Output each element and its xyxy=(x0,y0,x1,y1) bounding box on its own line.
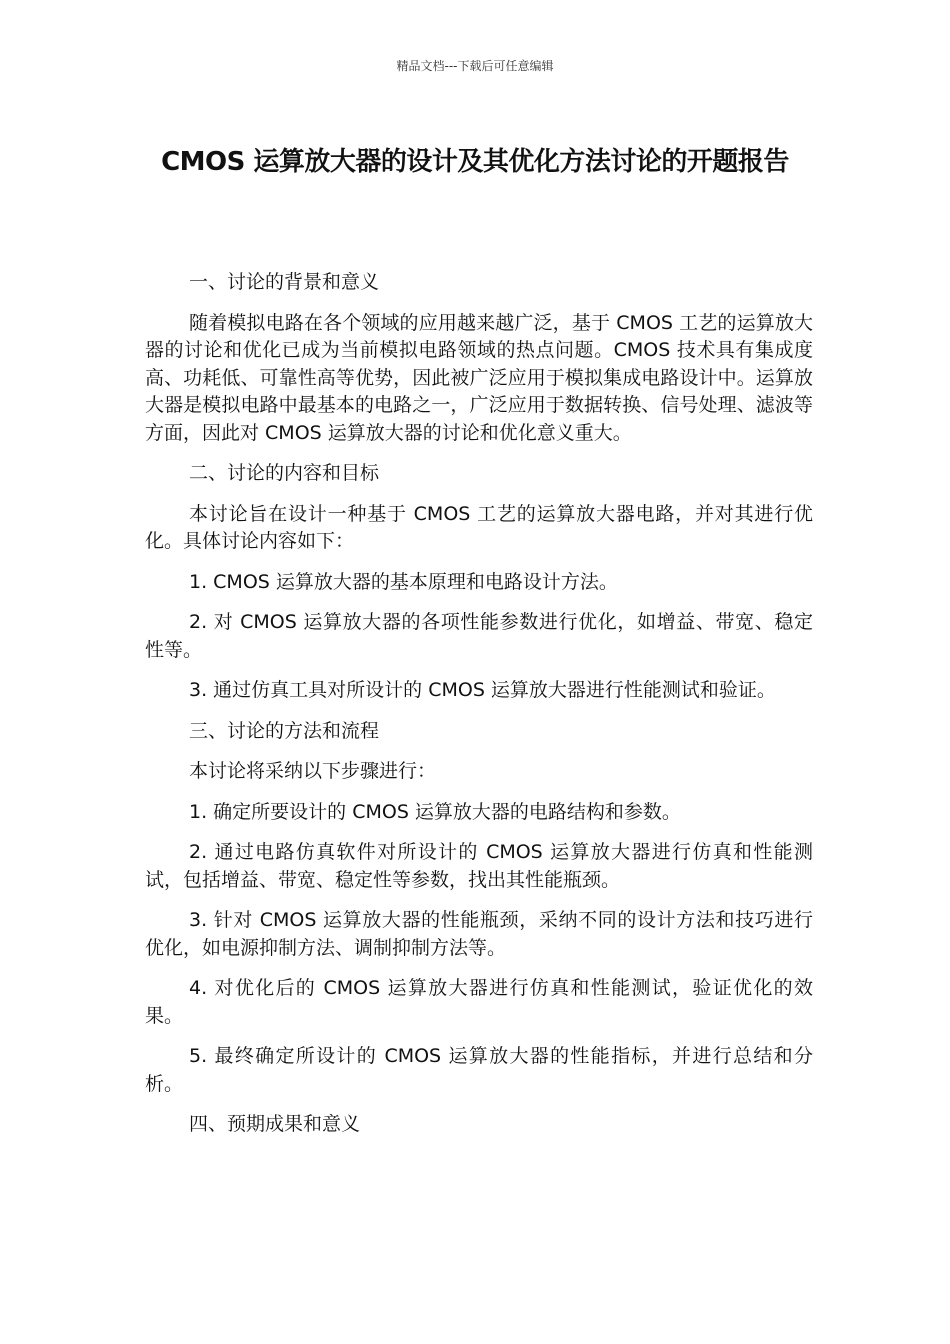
page-header: 精品文档---下载后可任意编辑 xyxy=(396,59,554,73)
section-heading-method: 三、讨论的方法和流程 xyxy=(189,719,380,742)
method-step-3: 3. 针对 CMOS 运算放大器的性能瓶颈，采纳不同的设计方法和技巧进行优化，如电源抑制方法、调制抑制方法等。 xyxy=(145,909,813,959)
document-body xyxy=(145,269,813,1152)
section-heading-outcomes: 四、预期成果和意义 xyxy=(189,1113,361,1135)
method-step-2: 2. 通过电路仿真软件对所设计的 CMOS 运算放大器进行仿真和性能测试，包括增益、带宽、稳定性等参数，找出其性能瓶颈。 xyxy=(145,841,813,891)
method-step-1: 1. 确定所要设计的 CMOS 运算放大器的电路结构和参数。 xyxy=(189,800,681,823)
paragraph-content-intro: 本讨论旨在设计一种基于 CMOS 工艺的运算放大器电路，并对其进行优化。具体讨论内容如下： xyxy=(145,502,813,552)
content-item-2: 2. 对 CMOS 运算放大器的各项性能参数进行优化，如增益、带宽、稳定性等。 xyxy=(145,611,813,661)
section-heading-content: 二、讨论的内容和目标 xyxy=(189,462,380,484)
content-item-1: 1. CMOS 运算放大器的基本原理和电路设计方法。 xyxy=(189,570,618,593)
content-item-3: 3. 通过仿真工具对所设计的 CMOS 运算放大器进行性能测试和验证。 xyxy=(189,679,776,701)
paragraph-method-intro: 本讨论将采纳以下步骤进行： xyxy=(189,760,437,782)
document-title: CMOS 运算放大器的设计及其优化方法讨论的开题报告 xyxy=(161,147,789,177)
section-heading-background: 一、讨论的背景和意义 xyxy=(189,271,380,293)
method-step-5: 5. 最终确定所设计的 CMOS 运算放大器的性能指标，并进行总结和分析。 xyxy=(145,1045,813,1095)
paragraph-background: 随着模拟电路在各个领域的应用越来越广泛，基于 CMOS 工艺的运算放大器的讨论和优化已成为当前模拟电路领域的热点问题。CMOS 技术具有集成度高、功耗低、可靠性高等优势，因此被广泛应用于模拟集成电路设计中。运算放大器是模拟电路中最基本的电路之一，广泛应用于数据转换、信号处理、滤波等方面，因此对 CMOS 运算放大器的讨论和优化意义重大。 xyxy=(145,311,813,444)
method-step-4: 4. 对优化后的 CMOS 运算放大器进行仿真和性能测试，验证优化的效果。 xyxy=(145,977,813,1027)
